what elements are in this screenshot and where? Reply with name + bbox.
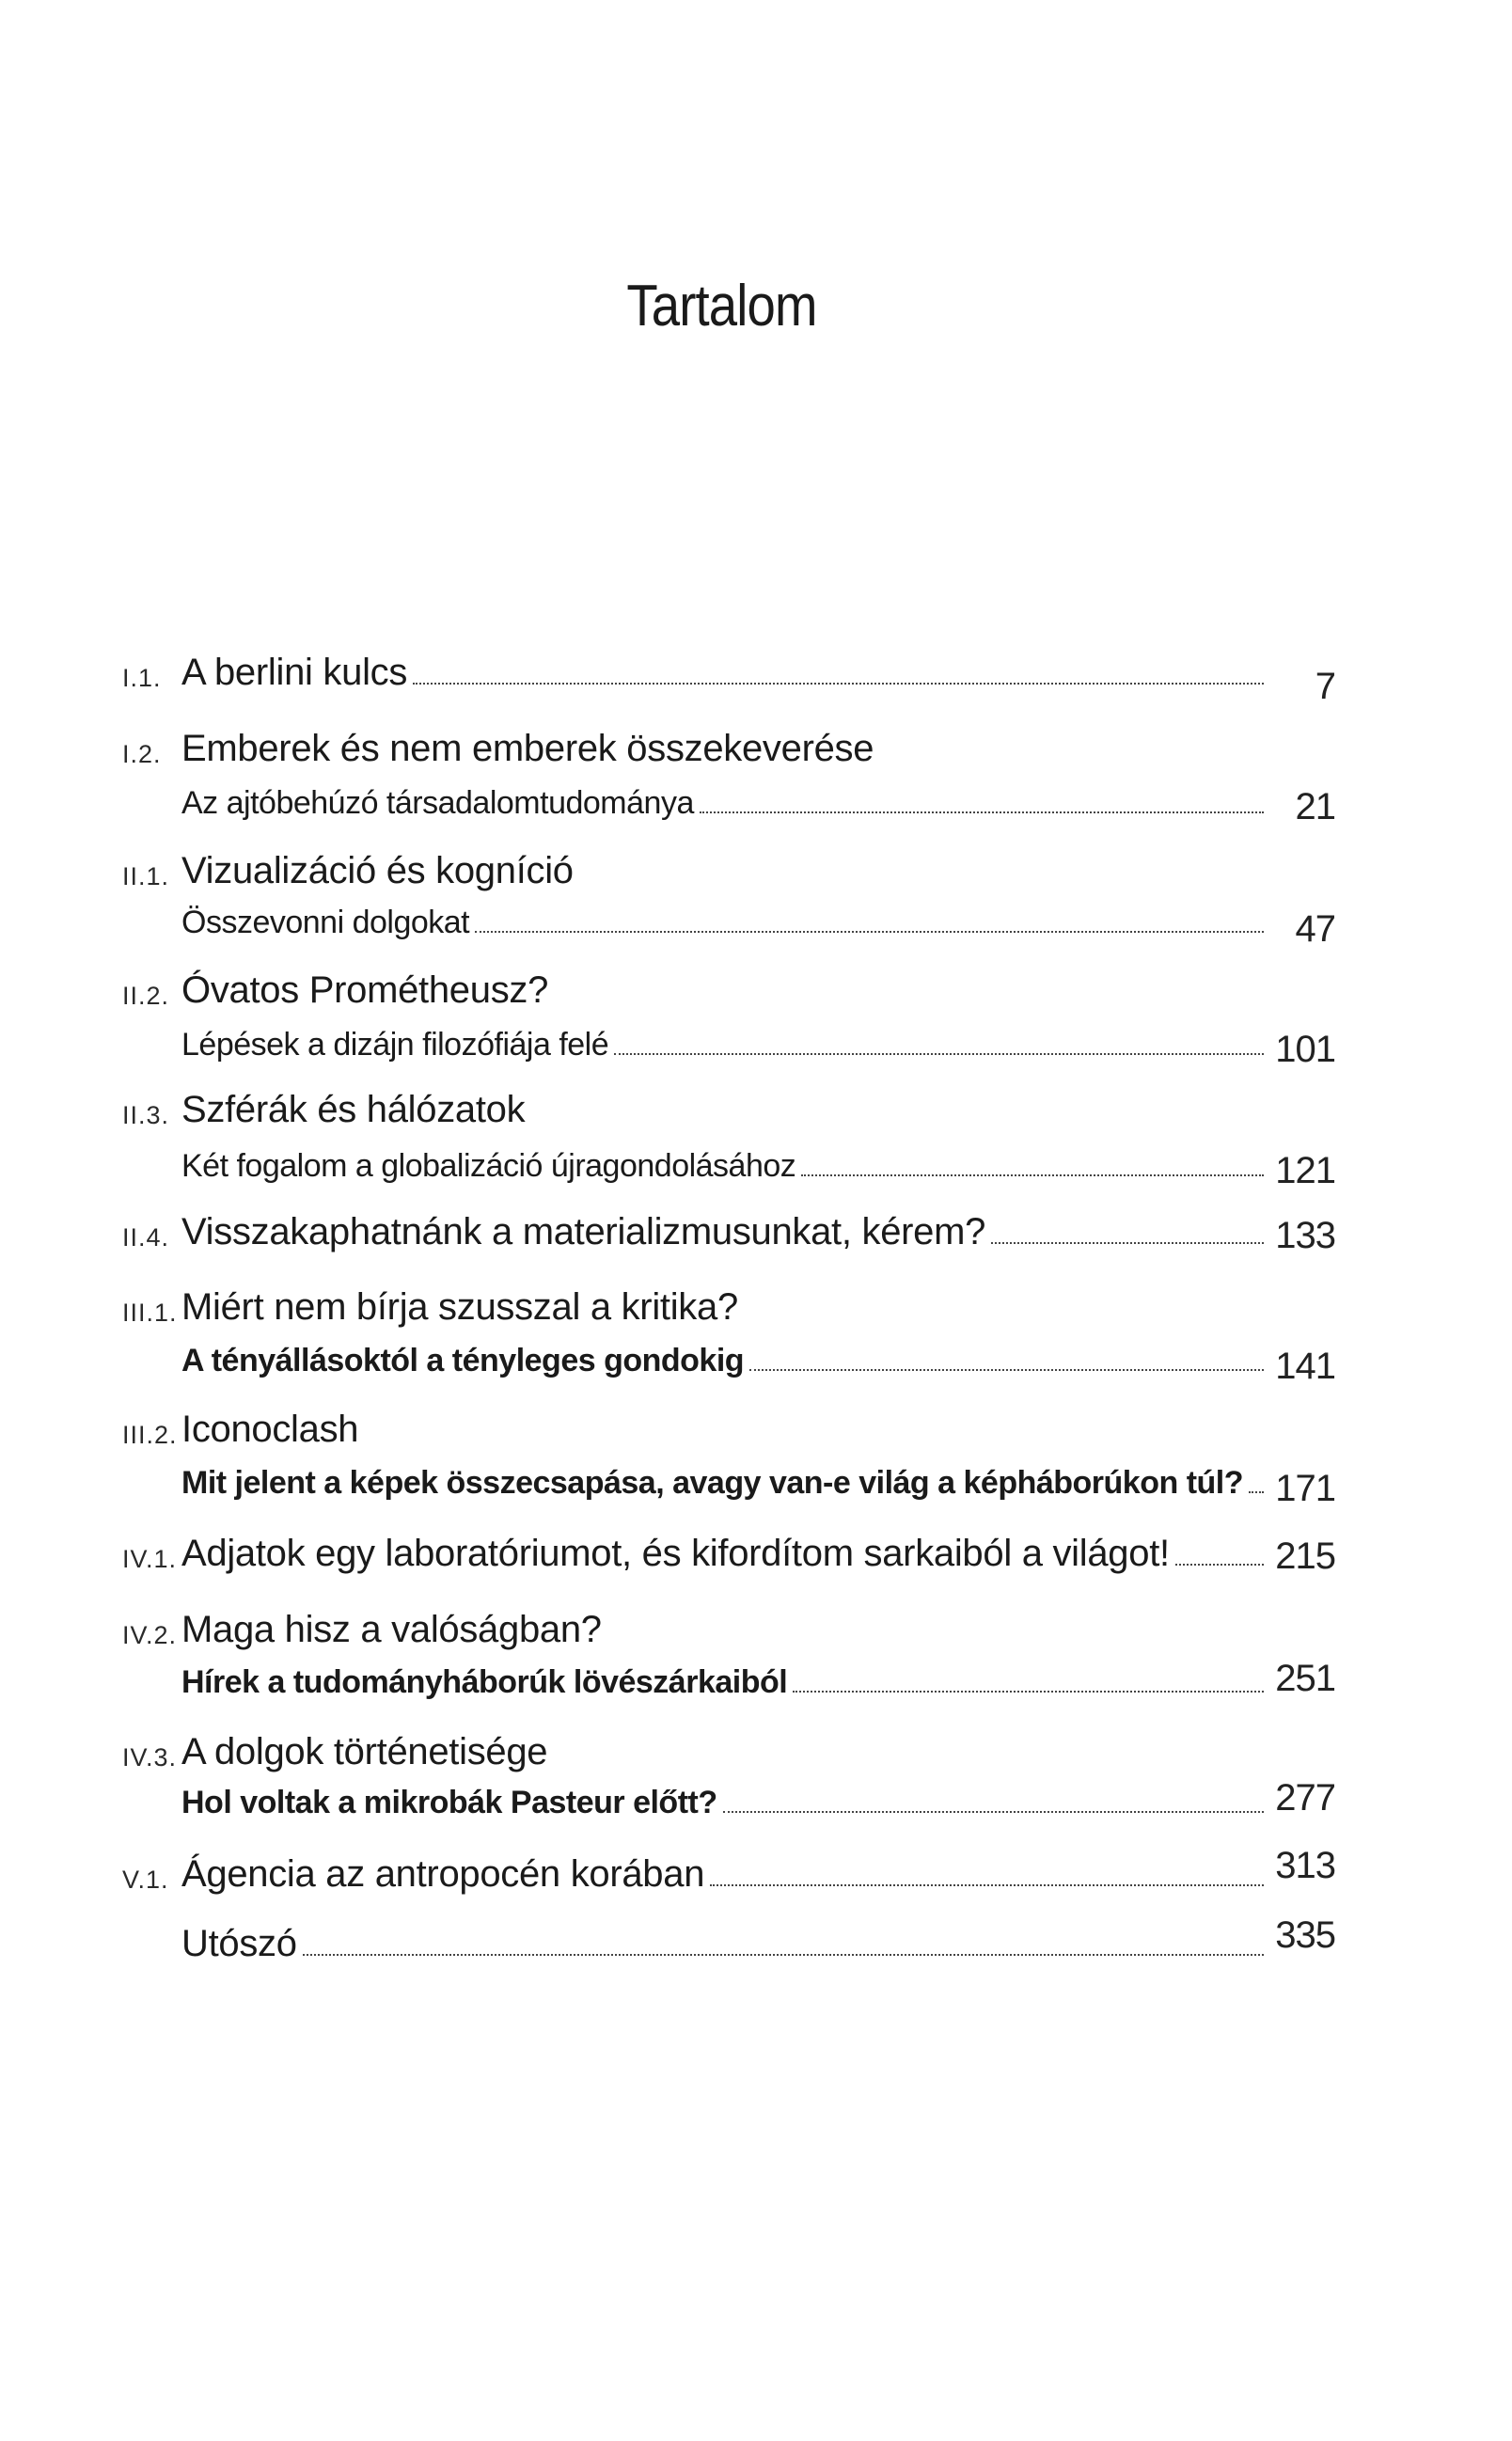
page-number: 277 bbox=[1275, 1777, 1335, 1819]
chapter-title: Utószó bbox=[181, 1923, 297, 1964]
page-number: 313 bbox=[1275, 1845, 1335, 1886]
chapter-subtitle: Az ajtóbehúzó társadalomtudománya bbox=[181, 785, 694, 821]
chapter-title: Emberek és nem emberek összekeverése bbox=[181, 728, 874, 769]
chapter-number: IV.3. bbox=[122, 1743, 178, 1772]
leader-dots bbox=[475, 930, 1264, 933]
leader-dots bbox=[700, 811, 1264, 813]
chapter-title: A berlini kulcs bbox=[181, 652, 408, 693]
page-title: Tartalom bbox=[626, 274, 817, 339]
page-number: 141 bbox=[1275, 1346, 1335, 1387]
page-number: 121 bbox=[1275, 1150, 1335, 1191]
chapter-number: III.2. bbox=[122, 1421, 178, 1449]
leader-dots bbox=[1175, 1563, 1264, 1566]
leader-dots bbox=[614, 1052, 1264, 1055]
chapter-title: A dolgok történetisége bbox=[181, 1731, 548, 1772]
chapter-title: Miért nem bírja szusszal a kritika? bbox=[181, 1286, 738, 1328]
leader-dots bbox=[413, 682, 1264, 685]
chapter-subtitle: Mit jelent a képek összecsapása, avagy van-e világ a képháborúkon túl? bbox=[181, 1465, 1244, 1501]
chapter-subtitle: Lépések a dizájn filozófiája felé bbox=[181, 1027, 609, 1063]
chapter-number: II.2. bbox=[122, 982, 170, 1010]
page-number: 133 bbox=[1275, 1215, 1335, 1256]
chapter-number: V.1. bbox=[122, 1866, 169, 1894]
page-number: 101 bbox=[1275, 1029, 1335, 1070]
page-number: 7 bbox=[1315, 666, 1335, 707]
chapter-subtitle: Két fogalom a globalizáció újragondolásához bbox=[181, 1148, 796, 1184]
page-number: 335 bbox=[1275, 1914, 1335, 1956]
leader-dots bbox=[749, 1368, 1264, 1371]
leader-dots bbox=[1249, 1490, 1264, 1493]
chapter-subtitle: A tényállásoktól a tényleges gondokig bbox=[181, 1343, 745, 1378]
leader-dots bbox=[723, 1810, 1264, 1813]
leader-dots bbox=[801, 1173, 1264, 1176]
chapter-title: Ágencia az antropocén korában bbox=[181, 1853, 705, 1895]
chapter-title: Iconoclash bbox=[181, 1409, 359, 1450]
leader-dots bbox=[793, 1690, 1264, 1693]
chapter-number: II.1. bbox=[122, 862, 170, 890]
page-number: 171 bbox=[1275, 1468, 1335, 1509]
chapter-subtitle: Hol voltak a mikrobák Pasteur előtt? bbox=[181, 1785, 717, 1820]
leader-dots bbox=[710, 1883, 1264, 1886]
chapter-number: IV.1. bbox=[122, 1545, 178, 1573]
chapter-number: III.1. bbox=[122, 1299, 178, 1327]
chapter-subtitle: Hírek a tudományháborúk lövészárkaiból bbox=[181, 1664, 788, 1700]
chapter-number: I.2. bbox=[122, 740, 162, 768]
leader-dots bbox=[991, 1241, 1264, 1244]
chapter-number: I.1. bbox=[122, 664, 162, 692]
page-number: 215 bbox=[1275, 1535, 1335, 1577]
chapter-title: Vizualizáció és kogníció bbox=[181, 850, 574, 891]
page-number: 47 bbox=[1295, 908, 1335, 950]
chapter-subtitle: Összevonni dolgokat bbox=[181, 905, 470, 940]
chapter-title: Óvatos Prométheusz? bbox=[181, 969, 549, 1011]
chapter-number: II.3. bbox=[122, 1101, 170, 1129]
chapter-title: Visszakaphatnánk a materializmusunkat, kérem? bbox=[181, 1211, 986, 1252]
chapter-title: Adjatok egy laboratóriumot, és kifordítom sarkaiból a világot! bbox=[181, 1533, 1170, 1574]
chapter-title: Szférák és hálózatok bbox=[181, 1089, 526, 1130]
page-number: 21 bbox=[1295, 786, 1335, 827]
chapter-number: II.4. bbox=[122, 1223, 170, 1252]
chapter-number: IV.2. bbox=[122, 1621, 178, 1649]
page-number: 251 bbox=[1275, 1658, 1335, 1699]
leader-dots bbox=[303, 1953, 1264, 1956]
chapter-title: Maga hisz a valóságban? bbox=[181, 1609, 602, 1650]
